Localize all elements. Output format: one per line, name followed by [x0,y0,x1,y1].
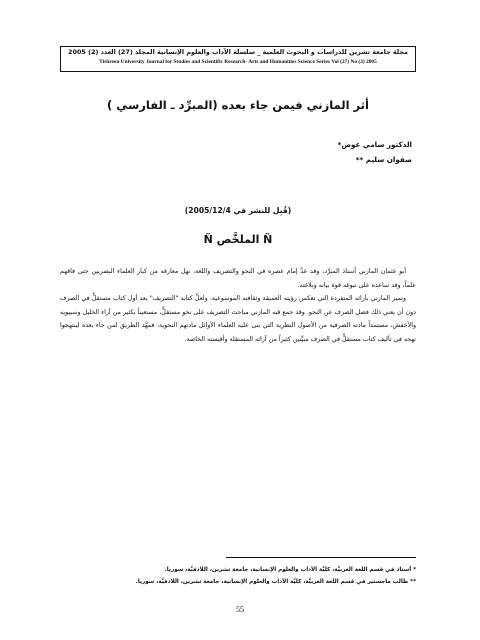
footnote-divider [226,557,416,558]
paper-title: أثر المازني فيمن جاء بعده (المبرِّد ـ الفارسي ) [107,98,369,112]
author-1: الدكتور سامي عوض* [337,140,412,149]
page-number: 55 [236,605,244,614]
author-2: صفوان سليم ** [355,155,412,164]
footnotes [60,564,416,588]
abstract-heading: Ñ الملخَّص Ñ [203,233,273,246]
footnote-1: * أستاذ في قسم اللغة العربيَّة، كليَّة الآداب والعلوم الإنسانية، جامعة تشرين، اللاذقيَّة، سوريا. [164,567,416,573]
accepted-date: (قُبِل للنشر في 2005/12/4) [184,206,292,215]
journal-header-english: Tishreen University Journal for Studies and Scientific Research- Arts and Humanities Science Series Vol (27) No (2) 2005 [99,59,377,65]
journal-header-arabic: مجلة جامعة تشرين للدراسات و البحوث العلمية _ سلسلة الآداب والعلوم الإنسانية المجلد (27) العدد (2) 2005 [68,48,408,56]
footnote-2: ** طالب ماجستير في قسم اللغة العربيَّة، كليَّة الآداب والعلوم الإنسانية، جامعة تشرين، اللاذقيَّة، سوريا. [135,579,416,585]
abstract-body [60,265,416,347]
journal-header [60,46,416,72]
abstract-paragraph-1: أبو عثمان المازني أستاذ المبرِّد، وقد عدَّ إمام عصره في النحو والتصريف واللغة، نهل معارفه من كبار العلماء البصريين حتى فاقهم علماً، وقد ساعده على نبوغه قوة بيانه وبلاغته. [60,268,416,289]
abstract-paragraph-2: وتميز المازني بآرائه المتفردة التي تعكس رؤيته العميقة وثقافته الموسوعية، ولعلَّ كتابه "التصريف" يعد أول كتاب مستقلٍّ في الصرف دون أن يعني ذلك فصل الصرف عن النحو. وقد جمع فيه المازني مباحث التصريف على نحو مستقلٍّ، مستعيناً بكثير من آراء الخليل وسيبويه والأخفش، مستمداً مادته الصرفية من الأصول النظرية التي بنى عليه العلماء الأوائل مادتهم النحوية، فمهَّد الطريق لمن جاء بعده لينتهجوا نهجه في تأليف كتاب مستقلٍّ في الصرف مبيِّنين كثيراً من آرائه المستقلة وأقيسته الخاصة. [60,295,416,343]
